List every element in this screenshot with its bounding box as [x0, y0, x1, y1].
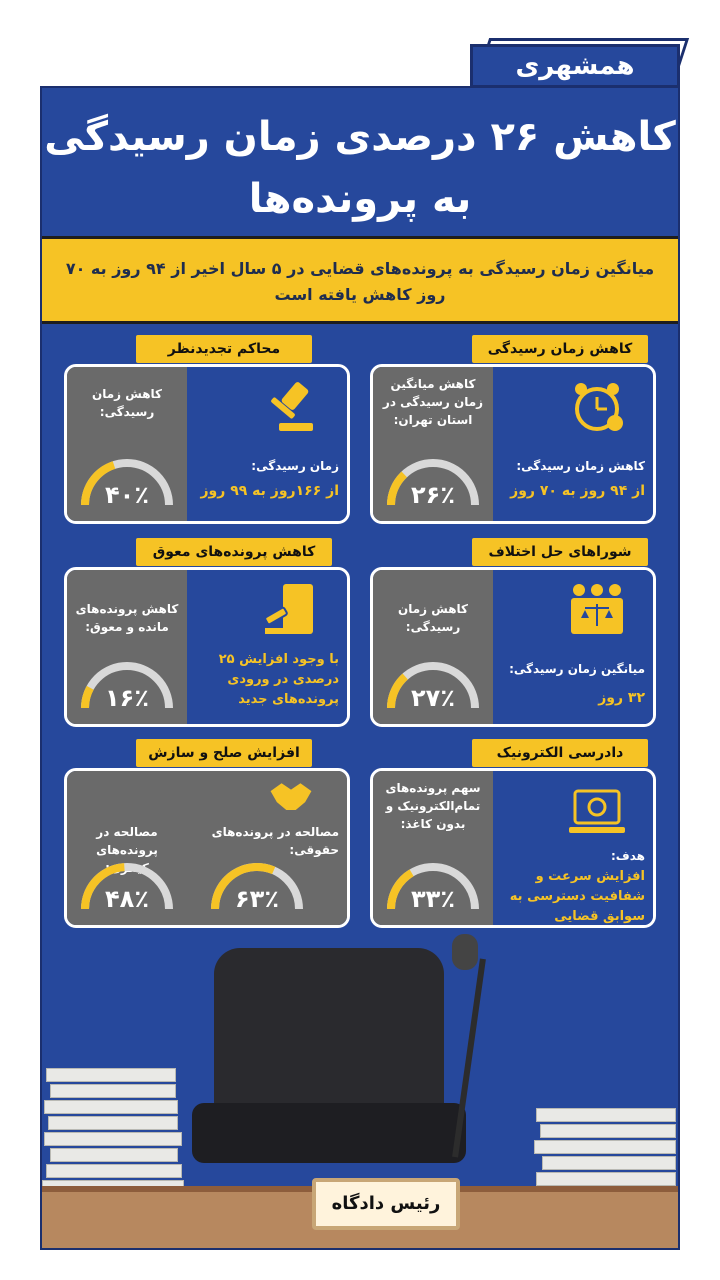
paper-stack-left [50, 1084, 176, 1098]
card-blue-label: هدف: [611, 849, 645, 863]
tag-backlog-reduction: کاهش پرونده‌های معوق [136, 538, 332, 566]
card-reconciliation [64, 768, 350, 928]
tag-e-justice: دادرسی الکترونیک [472, 739, 648, 767]
judge-chair-seat [192, 1103, 466, 1163]
laptop-gear-icon [567, 783, 627, 839]
percent-gauge [383, 451, 483, 511]
tag-reconciliation: افزایش صلح و سازش [136, 739, 312, 767]
paper-stack-left [44, 1132, 182, 1146]
paper-stack-left [46, 1068, 176, 1082]
card-blue-value: از ۹۴ روز به ۷۰ روز [510, 483, 645, 499]
card-gray-label: کاهش پرونده‌های مانده و معوق: [75, 602, 179, 634]
paper-stack-right [534, 1140, 676, 1154]
tag-processing-time: کاهش زمان رسیدگی [472, 335, 648, 363]
council-scales-icon [567, 582, 627, 638]
page-title: کاهش ۲۶ درصدی زمان رسیدگی به پرونده‌ها [44, 114, 676, 222]
card-appeal-courts [64, 364, 350, 524]
paper-stack-left [46, 1164, 182, 1178]
card-gray-label: سهم پرونده‌های تمام‌الکترونیک و بدون کاغذ: [385, 781, 481, 831]
card-blue-label: کاهش زمان رسیدگی: [516, 459, 645, 473]
card-blue-label: زمان رسیدگی: [251, 459, 339, 473]
percent-gauge [207, 855, 307, 915]
nameplate: رئیس دادگاه [312, 1178, 460, 1230]
card-blue-value: ۳۲ روز [598, 690, 645, 706]
percent-gauge [77, 855, 177, 915]
card-e-justice [370, 768, 656, 928]
card-gray-label: کاهش میانگین زمان رسیدگی در استان تهران: [382, 377, 484, 427]
card-dispute-councils [370, 567, 656, 727]
infographic-frame [40, 86, 680, 1250]
card-blue-value: افزایش سرعت و شفافیت دسترسی به سوابق قضایی [509, 869, 645, 924]
percent-gauge [77, 451, 177, 511]
handshake-icon [261, 777, 321, 821]
paper-stack-left [44, 1100, 178, 1114]
gavel-icon [261, 379, 321, 435]
percent-gauge [383, 654, 483, 714]
percent-gauge [383, 855, 483, 915]
card-gray-label: کاهش زمان رسیدگی: [91, 387, 163, 419]
microphone-stand [452, 959, 486, 1158]
card-blue-value: با وجود افزایش ۲۵ درصدی در ورودی پرونده‌های جدید [218, 652, 339, 707]
card-blue-value: از ۱۶۶روز به ۹۹ روز [200, 483, 339, 499]
percent-value: ۱۶٪ [105, 684, 149, 712]
alarm-clock-icon [567, 379, 627, 435]
card-blue-label: مصالحه در پرونده‌های حقوقی: [211, 825, 339, 857]
paper-stack-right [542, 1156, 676, 1170]
card-gray-label: مصالحه در پرونده‌های کیفری: [96, 825, 158, 875]
card-backlog-reduction [64, 567, 350, 727]
percent-value: ۶۳٪ [235, 885, 279, 913]
page-subtitle: میانگین زمان رسیدگی به پرونده‌های قضایی در ۵ سال اخیر از ۹۴ روز به ۷۰ روز کاهش یافته است [65, 259, 655, 304]
paper-stack-right [540, 1124, 676, 1138]
card-blue-label: میانگین زمان رسیدگی: [509, 662, 645, 676]
case-file-gavel-icon [261, 582, 321, 638]
courtroom-photo [42, 928, 678, 1248]
paper-stack-right [536, 1108, 676, 1122]
paper-stack-left [50, 1148, 178, 1162]
percent-gauge [77, 654, 177, 714]
percent-value: ۴۰٪ [105, 481, 149, 509]
percent-value: ۲۶٪ [411, 481, 455, 509]
brand-logo: همشهری [470, 44, 680, 88]
paper-stack-left [48, 1116, 178, 1130]
percent-value: ۲۷٪ [411, 684, 455, 712]
percent-value: ۳۳٪ [411, 885, 455, 913]
microphone-icon [452, 934, 478, 970]
tag-dispute-councils: شوراهای حل اختلاف [472, 538, 648, 566]
tag-appeal-courts: محاکم تجدیدنظر [136, 335, 312, 363]
paper-stack-right [536, 1172, 676, 1186]
card-processing-time [370, 364, 656, 524]
percent-value: ۴۸٪ [105, 885, 149, 913]
card-gray-label: کاهش زمان رسیدگی: [397, 602, 469, 634]
